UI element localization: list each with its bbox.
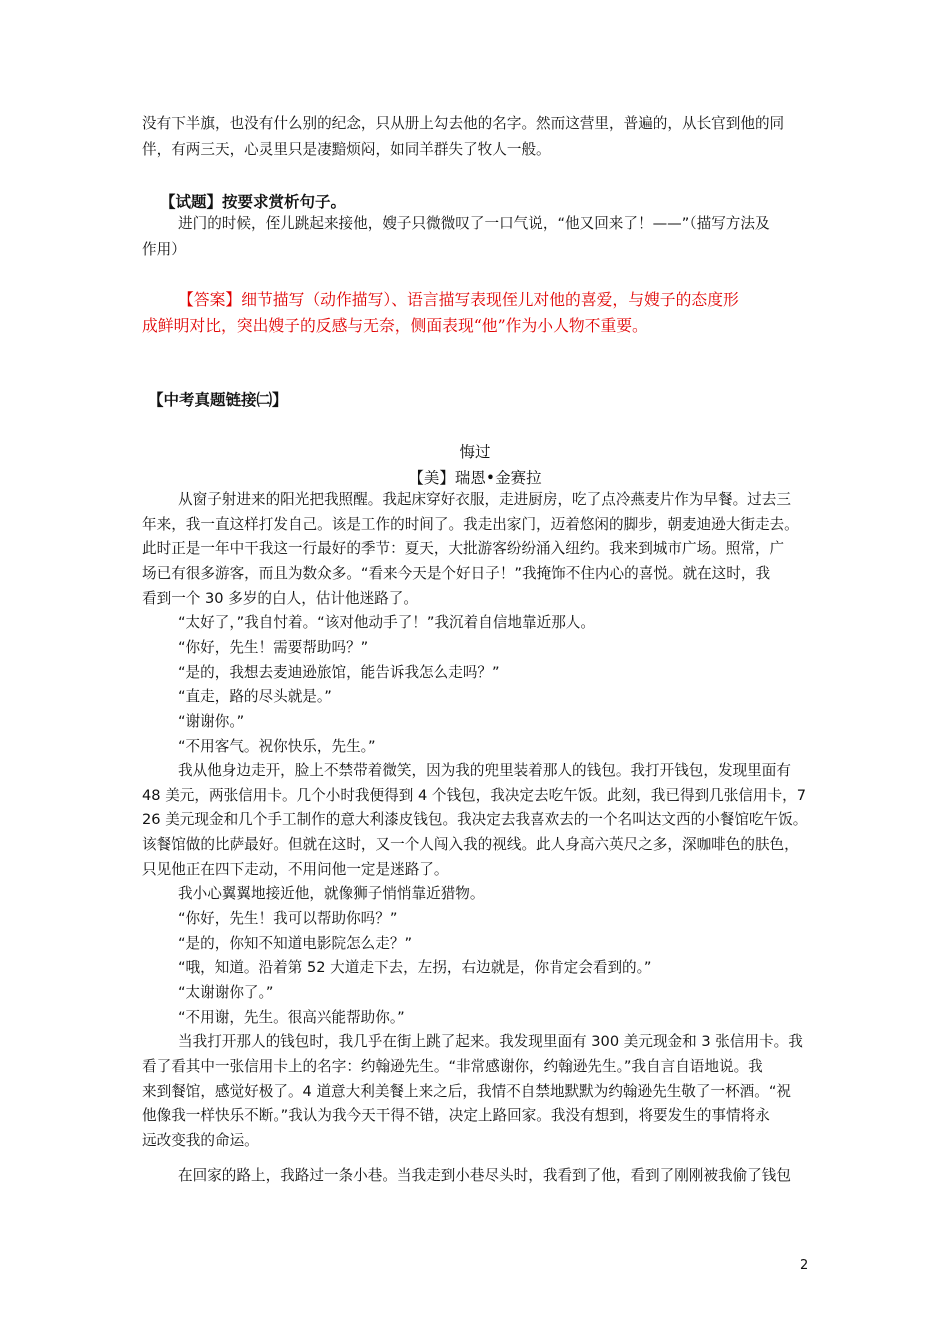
paragraph-line: 伴，有两三天，心灵里只是凄黯烦闷，如同羊群失了牧人一般。 (142, 141, 551, 158)
story-line: “不用谢，先生。很高兴能帮助你。” (178, 1008, 405, 1026)
story-line: 来到餐馆，感觉好极了。4 道意大利美餐上来之后，我情不自禁地默默为约翰逊先生敬了一杯酒。“祝 (142, 1082, 792, 1100)
story-line: 当我打开那人的钱包时，我几乎在街上跳了起来。我发现里面有 300 美元现金和 3 张信用卡。我 (178, 1033, 803, 1051)
question-line: 进门的时候，侄儿跳起来接他，嫂子只微微叹了一口气说，“他又回来了！——”（描写方法及 (178, 215, 770, 232)
story-line: “是的，你知不知道电影院怎么走？” (178, 934, 413, 952)
story-line: 从窗子射进来的阳光把我照醒。我起床穿好衣服，走进厨房，吃了点冷燕麦片作为早餐。过去三 (178, 491, 791, 508)
story-line: “直走，路的尽头就是。” (178, 688, 332, 706)
story-line: 只见他正在四下走动，不用问他一定是迷路了。 (142, 860, 449, 878)
answer-line: 【答案】细节描写（动作描写）、语言描写表现侄儿对他的喜爱，与嫂子的态度形 (178, 290, 739, 309)
story-line: “不用客气。祝你快乐，先生。” (178, 737, 376, 755)
story-line: 场已有很多游客，而且为数众多。“看来今天是个好日子！”我掩饰不住内心的喜悦。就在这时，我 (142, 564, 771, 582)
story-line: 我小心翼翼地接近他，就像狮子悄悄靠近猎物。 (178, 885, 485, 903)
paragraph-line: 没有下半旗，也没有什么别的纪念，只从册上勾去他的名字。然而这营里，普遍的，从长官到他的同 (142, 115, 785, 132)
story-title: 悔过 (459, 443, 491, 461)
story-line: “哦，知道。沿着第 52 大道走下去，左拐，右边就是，你肯定会看到的。” (178, 959, 652, 977)
story-line: 我从他身边走开，脸上不禁带着微笑，因为我的兜里装着那人的钱包。我打开钱包，发现里面有 (178, 762, 791, 780)
story-line: 他像我一样快乐不断。”我认为我今天干得不错，决定上路回家。我没有想到，将要发生的事情将永 (142, 1107, 770, 1125)
story-line: “谢谢你。” (178, 712, 245, 730)
page-number: 2 (800, 1258, 809, 1273)
story-line: “是的，我想去麦迪逊旅馆，能告诉我怎么走吗？” (178, 663, 500, 681)
story-line: “你好，先生！需要帮助吗？” (178, 638, 369, 656)
story-line: “你好，先生！我可以帮助你吗？” (178, 910, 398, 928)
question-line: 作用） (142, 241, 186, 258)
story-line: 在回家的路上，我路过一条小巷。当我走到小巷尽头时，我看到了他，看到了刚刚被我偷了钱包 (178, 1166, 791, 1184)
question-title: 【试题】按要求赏析句子。 (160, 193, 347, 211)
story-line: 此时正是一年中干我这一行最好的季节：夏天，大批游客纷纷涌入纽约。我来到城市广场。照常，广 (142, 540, 785, 558)
story-line: 看了看其中一张信用卡上的名字：约翰逊先生。“非常感谢你，约翰逊先生。”我自言自语地说。我 (142, 1057, 763, 1075)
story-line: 看到一个 30 多岁的白人，估计他迷路了。 (142, 589, 418, 607)
story-line: 年来，我一直这样打发自己。该是工作的时间了。我走出家门，迈着悠闲的脚步，朝麦迪逊大街走去。 (142, 515, 799, 533)
story-line: 48 美元，两张信用卡。几个小时我便得到 4 个钱包，我决定去吃午饭。此刻，我已得到几张信用卡，7 (142, 786, 806, 804)
story-author: 【美】瑞恩•金赛拉 (408, 469, 542, 487)
story-line: 该餐馆做的比萨最好。但就在这时，又一个人闯入我的视线。此人身高六英尺之多，深咖啡色的肤色， (142, 836, 799, 854)
story-line: 远改变我的命运。 (142, 1131, 259, 1149)
story-line: 26 美元现金和几个手工制作的意大利漆皮钱包。我决定去我喜欢去的一个名叫达文西的小餐馆吃午饭。 (142, 811, 808, 829)
answer-line: 成鲜明对比，突出嫂子的反感与无奈，侧面表现“他”作为小人物不重要。 (142, 316, 648, 335)
story-line: “太谢谢你了。” (178, 984, 274, 1001)
story-line: “太好了，”我自忖着。“该对他动手了！”我沉着自信地靠近那人。 (178, 614, 595, 632)
section-title: 【中考真题链接㈡】 (148, 391, 288, 409)
